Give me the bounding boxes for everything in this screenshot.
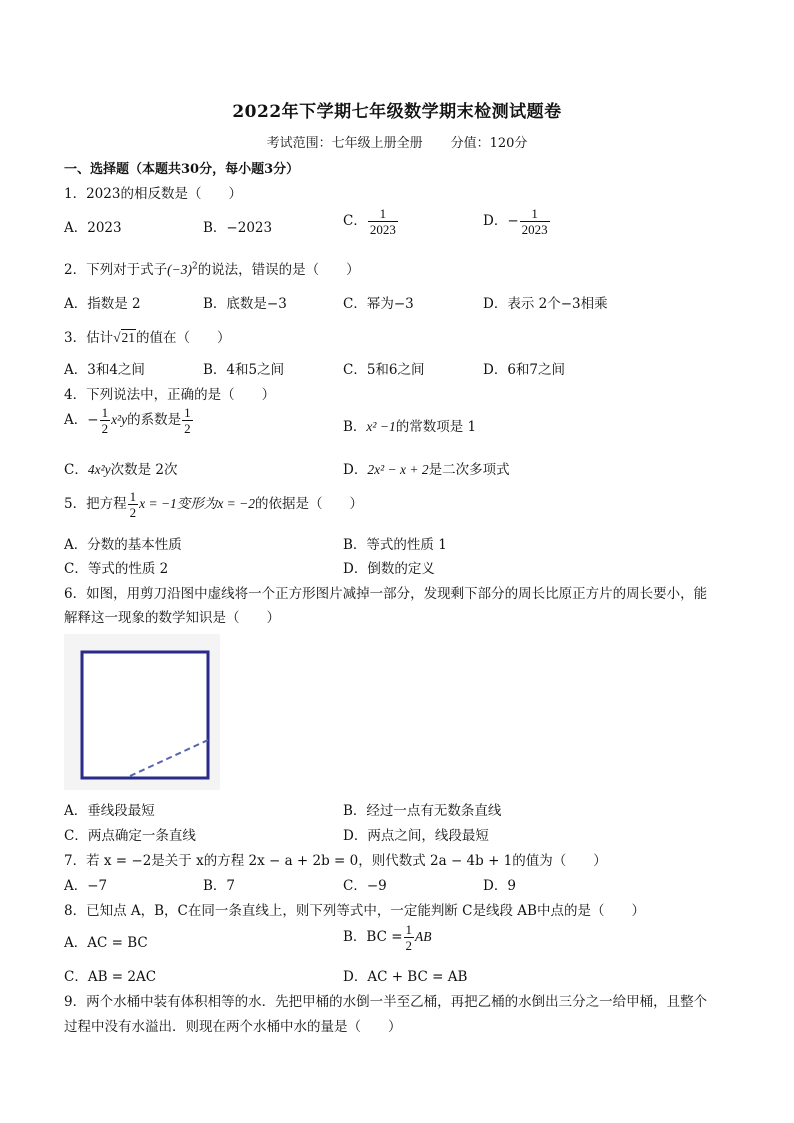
q4-option-d <box>343 458 510 478</box>
q8-option-b-label: B．BC = <box>343 929 403 945</box>
q6-option-a: A．垂线段最短 <box>64 803 155 819</box>
q4-c-text: 次数是 2次 <box>110 462 178 478</box>
q7-option-a: A．−7 <box>64 878 108 894</box>
q3-option-d: D．6和7之间 <box>483 362 566 378</box>
question-7-stem: 7．若 x = −2是关于 x的方程 2x − a + 2b = 0，则代数式 2a − 4b + 1的值为（ ） <box>64 853 607 869</box>
q1-option-b: B．−2023 <box>203 220 273 236</box>
q8-option-c: C．AB = 2AC <box>64 969 157 985</box>
fraction-numerator: 1 <box>520 206 550 222</box>
q2-expression: (−3) <box>167 262 192 277</box>
question-9-stem-line2: 过程中没有水溢出．则现在两个水桶中水的量是（ ） <box>64 1019 402 1035</box>
fraction <box>182 405 193 436</box>
q4-option-b <box>343 415 476 435</box>
exam-info <box>0 132 794 151</box>
fraction-numerator: 1 <box>368 206 398 222</box>
q4-d-text: 是二次多项式 <box>428 462 510 478</box>
q1-option-c-label: C． <box>343 213 367 229</box>
square-root: √21 <box>113 330 136 345</box>
page-title: 2022年下学期七年级数学期末检测试题卷 <box>232 102 562 122</box>
q5-option-a: A．分数的基本性质 <box>64 537 182 553</box>
q1-option-c <box>343 206 399 237</box>
q4-option-c <box>64 458 178 478</box>
q4-option-b-label: B． <box>343 419 367 435</box>
q2-stem-post: 的说法，错误的是（ ） <box>197 262 360 278</box>
question-4-stem: 4．下列说法中，正确的是（ ） <box>64 387 276 403</box>
fraction-numerator: 1 <box>101 405 109 420</box>
q6-option-c: C．两点确定一条直线 <box>64 828 196 844</box>
q1-option-d <box>483 206 551 237</box>
q3-stem-post: 的值在（ ） <box>136 330 231 346</box>
fraction-denominator: 2 <box>101 421 109 436</box>
square-outline <box>82 652 208 778</box>
question-6-stem-line2: 解释这一现象的数学知识是（ ） <box>64 610 280 626</box>
fraction-numerator: 1 <box>184 405 191 420</box>
fraction <box>520 206 550 237</box>
q8-option-b <box>343 922 432 953</box>
q7-option-d: D．9 <box>483 878 516 894</box>
fraction <box>100 405 111 436</box>
q2-stem-pre: 2．下列对于式子 <box>64 262 168 278</box>
q4-a-term: x²y <box>111 412 128 427</box>
fraction-denominator: 2 <box>129 505 137 520</box>
square-diagram <box>64 634 220 790</box>
fraction <box>368 206 398 237</box>
fraction-numerator: 1 <box>129 489 137 504</box>
fraction-denominator: 2023 <box>521 222 548 237</box>
q3-option-b: B．4和5之间 <box>203 362 285 378</box>
fraction <box>128 489 139 520</box>
question-1-stem: 1．2023的相反数是（ ） <box>64 186 242 202</box>
question-5-stem <box>64 489 363 520</box>
square-cut-figure <box>64 634 220 790</box>
q4-option-d-label: D． <box>343 462 368 478</box>
q2-exponent: 2 <box>191 261 198 272</box>
question-6-stem-line1: 6．如图，用剪刀沿图中虚线将一个正方形图片减掉一部分，发现剩下部分的周长比原正方片的周长要小，能 <box>64 586 708 602</box>
question-3-stem <box>64 326 231 346</box>
exam-score: 分值：120分 <box>450 136 528 151</box>
fraction-denominator: 2 <box>184 421 191 436</box>
q6-option-d: D．两点之间，线段最短 <box>343 828 489 844</box>
q1-option-a: A．2023 <box>64 220 122 236</box>
q3-option-c: C．5和6之间 <box>343 362 425 378</box>
q4-a-text: 的系数是 <box>127 412 182 428</box>
q5-equation: x = −1变形为 <box>139 496 218 511</box>
question-9-stem-line1: 9．两个水桶中装有体积相等的水．先把甲桶的水倒一半至乙桶，再把乙桶的水倒出三分之一给甲桶，且整个 <box>64 994 708 1010</box>
q7-option-b: B．7 <box>203 878 236 894</box>
section-heading: 一、选择题（本题共30分，每小题3分） <box>64 162 300 177</box>
q5-stem-post: 的依据是（ ） <box>255 496 364 512</box>
q5-option-c: C．等式的性质 2 <box>64 561 169 577</box>
q4-b-text: 的常数项是 1 <box>395 419 477 435</box>
q2-option-b: B．底数是−3 <box>203 296 287 312</box>
q7-option-c: C．−9 <box>343 878 387 894</box>
fraction-denominator: 2 <box>405 938 413 953</box>
q5-stem-pre: 5．把方程 <box>64 496 127 512</box>
q4-d-expression: 2x² − x + 2 <box>367 462 429 477</box>
q8-option-a: A．AC = BC <box>64 935 148 951</box>
q2-option-c: C．幂为−3 <box>343 296 414 312</box>
question-2-stem <box>64 258 360 278</box>
q8-b-tail: AB <box>415 929 432 944</box>
q2-option-a: A．指数是 2 <box>64 296 141 312</box>
q5-option-b: B．等式的性质 1 <box>343 537 447 553</box>
q4-option-a-label: A．− <box>64 412 99 428</box>
q4-b-expression: x² −1 <box>366 419 396 434</box>
q6-option-b: B．经过一点有无数条直线 <box>343 803 502 819</box>
fraction <box>404 922 415 953</box>
q1-option-d-label: D．− <box>483 213 519 229</box>
exam-scope: 考试范围：七年级上册全册 <box>266 136 423 151</box>
q8-option-d: D．AC + BC = AB <box>343 969 468 985</box>
q4-option-a <box>64 405 194 436</box>
fraction-denominator: 2023 <box>369 222 396 237</box>
q4-c-expression: 4x²y <box>87 462 111 477</box>
q4-option-c-label: C． <box>64 462 88 478</box>
q5-option-d: D．倒数的定义 <box>343 561 435 577</box>
question-8-stem: 8．已知点 A，B，C在同一条直线上，则下列等式中，一定能判断 C是线段 AB中点的是（ ） <box>64 903 645 919</box>
q2-option-d: D．表示 2个−3相乘 <box>483 296 608 312</box>
q3-stem-pre: 3．估计 <box>64 330 114 346</box>
radicand: 21 <box>121 330 136 345</box>
q5-equation-2: x = −2 <box>217 496 256 511</box>
fraction-numerator: 1 <box>405 922 413 937</box>
q3-option-a: A．3和4之间 <box>64 362 145 378</box>
